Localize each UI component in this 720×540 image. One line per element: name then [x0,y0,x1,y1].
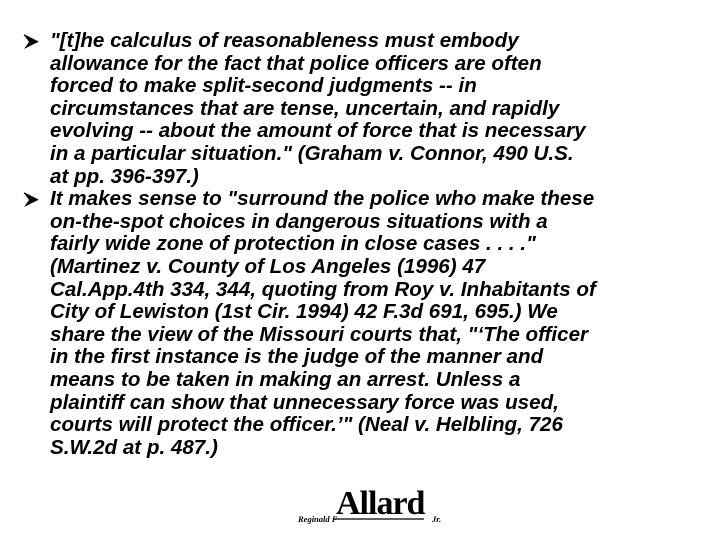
text-line: plaintiff can show that unnecessary force was used, [50,390,559,414]
text-line: in the first instance is the judge of the manner and [50,345,544,369]
text-line: courts will protect the officer.’" (Neal v. Helbling, 726 [50,413,563,437]
bullet-item-martinez [22,188,702,459]
text-line: circumstances that are tense, uncertain, and rapidly [50,96,560,120]
text-line: share the view of the Missouri courts that, "‘The officer [50,322,589,346]
bullet-text-martinez [50,188,702,459]
logo-suffix: Jr. [432,514,442,524]
text-line: evolving -- about the amount of force that is necessary [50,119,586,143]
arrow-bullet-icon [22,31,42,53]
bullet-item-graham [22,30,702,188]
text-line: at pp. 396-397.) [50,164,199,188]
text-line: "[t]he calculus of reasonableness must embody [50,29,519,52]
text-line: It makes sense to "surround the police who make these [50,187,595,211]
logo-underline [334,516,424,522]
logo-first-name: Reginald F [298,514,338,524]
bullet-text-graham [50,30,702,188]
text-line: allowance for the fact that police officers are often [50,51,542,75]
text-line: forced to make split-second judgments -- in [50,74,477,98]
text-line: means to be taken in making an arrest. Unless a [50,367,521,391]
text-line: City of Lewiston (1st Cir. 1994) 42 F.3d 691, 695.) We [50,300,558,324]
text-line: (Martinez v. County of Los Angeles (1996) 47 [50,254,486,278]
arrow-bullet-icon [22,189,42,211]
text-line: in a particular situation." (Graham v. Connor, 490 U.S. [50,141,574,165]
text-line: Cal.App.4th 334, 344, quoting from Roy v. Inhabitants of [50,277,596,301]
text-line: fairly wide zone of protection in close cases . . . ." [50,232,536,256]
allard-logo [296,486,446,530]
bullet-list [22,30,702,459]
text-line: S.W.2d at p. 487.) [50,435,218,459]
text-line: on-the-spot choices in dangerous situations with a [50,209,548,233]
logo-surname: Allard [336,485,425,522]
